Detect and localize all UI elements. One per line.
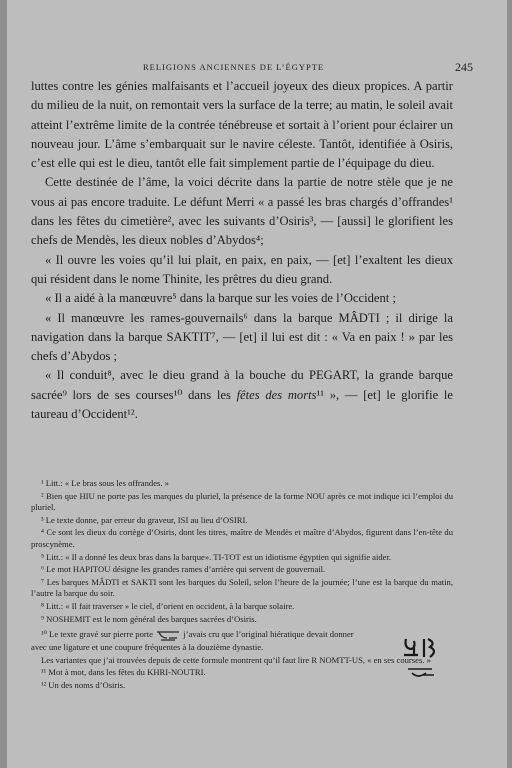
hieroglyph-icon bbox=[155, 629, 181, 641]
main-text bbox=[31, 77, 453, 424]
paragraph: « Il ouvre les voies qu’il lui plait, en paix, en paix, — [et] l’exaltent les dieux qui résident dans le nome Thinite, les prêtres du dieu grand. bbox=[31, 252, 453, 286]
footnote: avec une ligature et une coupure fréquentes à la douzième dynastie. bbox=[31, 642, 264, 653]
footnote: ⁴ Ce sont les dieux du cortège d’Osiris, dont les titres, maître de Mendès et maître d’Abydos, figurent dans l’en-tête du proscynème. bbox=[31, 527, 453, 549]
paragraph-text: ¹¹ », — [et] le glorifie le taureau d’Occident¹². bbox=[31, 387, 453, 422]
footnote: ⁷ Les barques MÂDTI et SAKTI sont les barques du Soleil, selon l’heure de la journée; l’une est la barque du matin, l’autre la barque du soir. bbox=[31, 576, 453, 599]
footnote: ¹² Un des noms d’Osiris. bbox=[41, 679, 126, 690]
footnote: ¹ Litt.: « Le bras sous les offrandes. » bbox=[41, 478, 169, 488]
paragraph: Cette destinée de l’âme, la voici décrite dans la partie de notre stèle que je ne vous ai pas encore traduite. Le défunt Merri « a passé les bras chargés d’offrandes¹ dans les fêtes du cimetière², avec les suivants d’Osiris³, — [aussi] le glorifient les chefs de Mendès, les dieux nobles d’Abydos⁴; bbox=[31, 175, 453, 248]
footnotes bbox=[31, 478, 453, 693]
footnote: ⁵ Litt.: « Il a donné les deux bras dans la barque». TI-TOT est un idiotisme égyptien qui signifie aider. bbox=[41, 551, 392, 562]
footnote: ¹¹ Mot à mot, dans les fêtes du KHRI-NOUTRI. bbox=[41, 667, 206, 678]
running-header bbox=[31, 60, 473, 74]
paragraph-text: « Il conduit⁸, avec le dieu grand à la bouche du PEGART, la grande barque sacrée⁹ lors de ses courses¹⁰ dans les bbox=[31, 368, 453, 402]
footnote-text: j’avais cru que l’original hiératique devait donner bbox=[183, 629, 354, 640]
footnote: ² Bien que HIU ne porte pas les marques du pluriel, la présence de la forme NOU après ce mot indique ici l’emploi du pluriel. bbox=[31, 490, 453, 513]
footnote: ³ Le texte donne, par erreur du graveur, ISI au lieu d’OSIRI. bbox=[41, 514, 248, 525]
footnote: ⁸ Litt.: « Il fait traverser » le ciel, d’orient en occident, à la barque solaire. bbox=[41, 600, 295, 611]
footnote: ⁶ Le mot HAPITOU désigne les grandes rames d’arrière qui servent de gouvernail. bbox=[41, 564, 326, 575]
paragraph: « Il a aidé à la manœuvre⁵ dans la barque sur les voies de l’Occident ; bbox=[45, 291, 396, 306]
book-page bbox=[7, 0, 507, 768]
footnote bbox=[31, 629, 453, 641]
running-title: RELIGIONS ANCIENNES DE L’ÉGYPTE bbox=[143, 62, 325, 72]
footnote: ⁹ NOSHEMIT est le nom général des barques sacrées d’Osiris. bbox=[41, 613, 257, 624]
hieroglyph-icon bbox=[402, 635, 440, 681]
footnote-text: ¹⁰ Le texte gravé sur pierre porte bbox=[41, 629, 153, 640]
page-number: 245 bbox=[455, 60, 473, 74]
footnote: Les variantes que j’ai trouvées depuis de cette formule montrent qu’il faut lire R NOMTT-US, « en ses courses. » bbox=[41, 654, 431, 665]
paragraph: « Il manœuvre les rames-gouvernails⁶ dans la barque MÂDTI ; il dirige la navigation dans la barque SAKTIT⁷, — [et] il lui est dit : « Va en paix ! » par les chefs d’Abydos ; bbox=[31, 310, 453, 364]
paragraph bbox=[31, 366, 453, 424]
italic-phrase: fêtes des morts bbox=[236, 387, 317, 402]
paragraph: luttes contre les génies malfaisants et l’accueil joyeux des dieux propices. A partir du milieu de la nuit, on remontait vers la surface de la terre; au matin, le soleil avait atteint l’extrême limite de la contrée ténébreuse et sortait à l’orient pour éclairer un nouveau jour. L’âme s’embarquait sur le navire céleste. Tantôt, identifiée à Osiris, c’est elle qui est le dieu, tantôt elle fait simplement partie de l’équipage du dieu. bbox=[31, 79, 453, 171]
